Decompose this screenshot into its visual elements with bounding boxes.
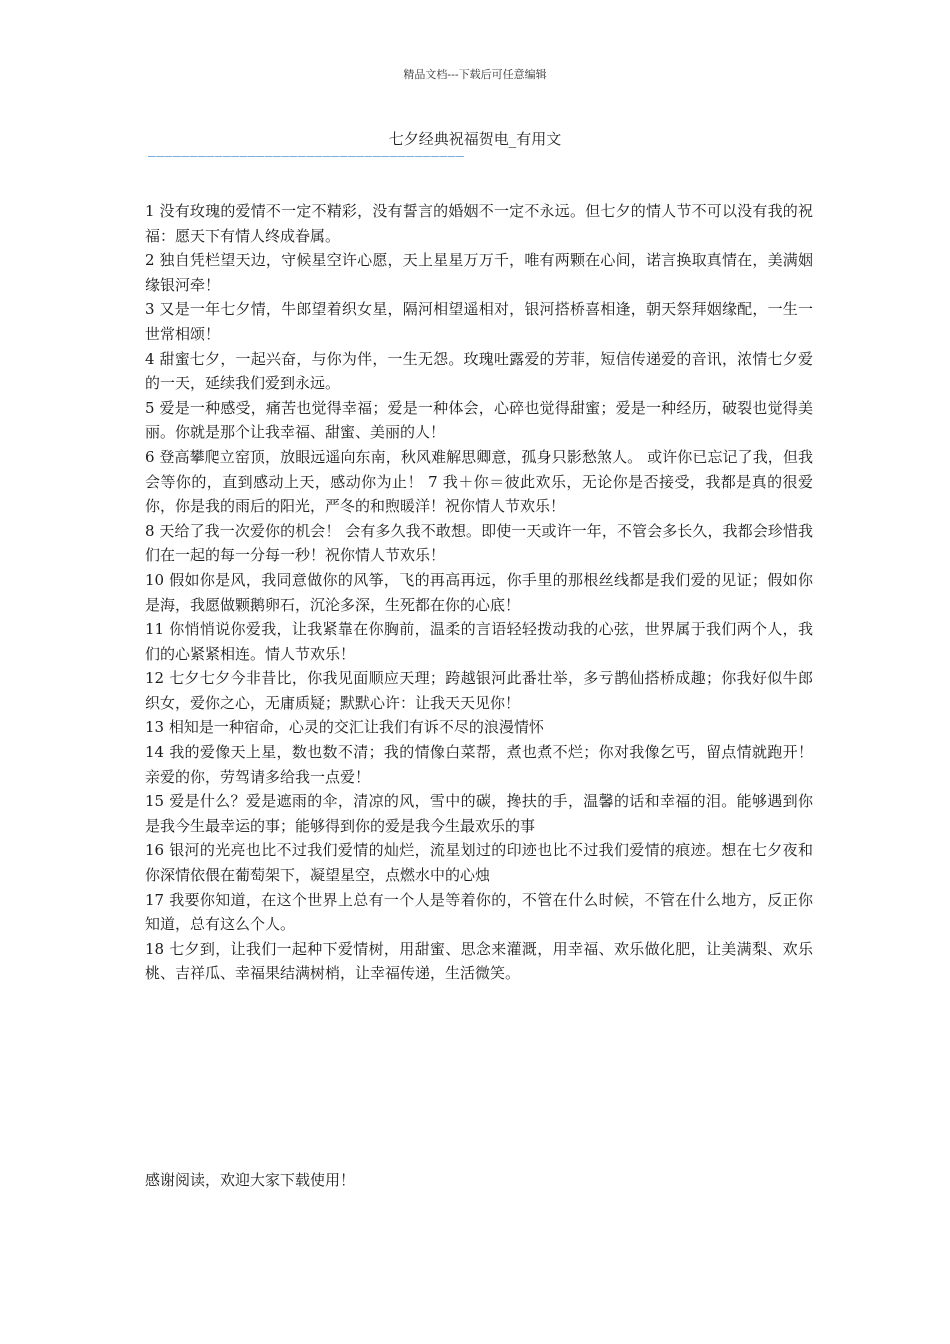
paragraph: 12 七夕七夕今非昔比，你我见面顺应天理；跨越银河此番壮举，多亏鹊仙搭桥成趣；你我好似牛郎织女，爱你之心，无庸质疑；默默心许：让我天天见你！ xyxy=(145,669,813,712)
paragraph: 16 银河的光亮也比不过我们爱情的灿烂，流星划过的印迹也比不过我们爱情的痕迹。想在七夕夜和你深情依偎在葡萄架下，凝望星空，点燃水中的心烛 xyxy=(145,841,813,885)
paragraph: 17 我要你知道，在这个世界上总有一个人是等着你的，不管在什么时候，不管在什么地方，反正你知道，总有这么个人。 xyxy=(145,890,813,934)
paragraph: 14 我的爱像天上星，数也数不清；我的情像白菜帮，煮也煮不烂；你对我像乞丐，留点情就跑开！亲爱的你，劳驾请多给我一点爱！ xyxy=(145,743,813,786)
paragraph: 18 七夕到，让我们一起种下爱情树，用甜蜜、思念来灌溉，用幸福、欢乐做化肥，让美满梨、欢乐桃、吉祥瓜、幸福果结满树梢，让幸福传递，生活微笑。 xyxy=(145,939,813,983)
closing-note: 感谢阅读，欢迎大家下载使用！ xyxy=(145,1171,356,1189)
paragraph: 15 爱是什么？爱是遮雨的伞，清凉的风，雪中的碳，搀扶的手，温馨的话和幸福的泪。能够遇到你是我今生最幸运的事；能够得到你的爱是我今生最欢乐的事 xyxy=(145,792,813,835)
paragraph: 8 天给了我一次爱你的机会！ 会有多久我不敢想。即使一天或许一年，不管会多长久，我都会珍惜我们在一起的每一分每一秒！祝你情人节欢乐！ xyxy=(145,521,813,565)
paragraph: 6 登高攀爬立窑顶，放眼远遥向东南，秋风难解思卿意，孤身只影愁煞人。 或许你已忘记了我，但我会等你的，直到感动上天，感动你为止！ 7 我＋你＝彼此欢乐，无论你是否接受，我都是真的很爱你，你是我的雨后的阳光，严冬的和煦暖洋！祝你情人节欢乐！ xyxy=(145,447,813,516)
document-title: 七夕经典祝福贺电_有用文 xyxy=(388,130,562,148)
paragraph: 1 没有玫瑰的爱情不一定不精彩，没有誓言的婚姻不一定不永远。但七夕的情人节不可以没有我的祝福：愿天下有情人终成眷属。 xyxy=(145,202,813,245)
paragraph: 4 甜蜜七夕，一起兴奋，与你为伴，一生无怨。玫瑰吐露爱的芳菲，短信传递爱的音讯，浓情七夕爱的一天，延续我们爱到永远。 xyxy=(145,349,813,393)
title-divider: —————————————————————————————————————— xyxy=(148,151,465,163)
page-header: 精品文档---下载后可任意编辑 xyxy=(403,68,547,81)
document-body xyxy=(145,199,813,986)
paragraph: 3 又是一年七夕情，牛郎望着织女星，隔河相望遥相对，银河搭桥喜相逢，朝天祭拜姻缘配，一生一世常相颂！ xyxy=(145,300,813,343)
paragraph: 11 你悄悄说你爱我，让我紧靠在你胸前，温柔的言语轻轻拨动我的心弦，世界属于我们两个人，我们的心紧紧相连。情人节欢乐！ xyxy=(145,620,813,663)
paragraph: 10 假如你是风，我同意做你的风筝，飞的再高再远，你手里的那根丝线都是我们爱的见证；假如你是海，我愿做颗鹅卵石，沉沦多深，生死都在你的心底！ xyxy=(145,570,813,614)
paragraph: 13 相知是一种宿命，心灵的交汇让我们有诉不尽的浪漫情怀 xyxy=(145,718,544,737)
paragraph: 5 爱是一种感受，痛苦也觉得幸福；爱是一种体会，心碎也觉得甜蜜；爱是一种经历，破裂也觉得美丽。你就是那个让我幸福、甜蜜、美丽的人！ xyxy=(145,398,813,442)
paragraph: 2 独自凭栏望天边，守候星空许心愿，天上星星万万千，唯有两颗在心间，诺言换取真情在，美满姻缘银河牵！ xyxy=(145,251,813,294)
